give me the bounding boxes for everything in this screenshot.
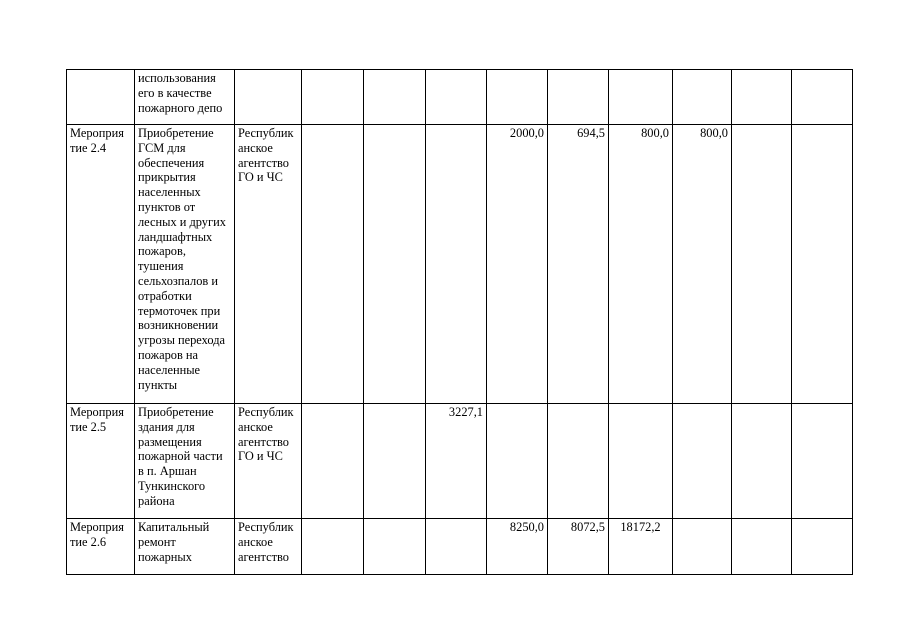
table-row xyxy=(67,519,853,575)
value-cell xyxy=(732,404,792,519)
table-row xyxy=(67,125,853,404)
value-cell xyxy=(732,125,792,404)
table-row xyxy=(67,404,853,519)
measure-cell: Мероприя тие 2.5 xyxy=(67,404,135,519)
value-cell xyxy=(609,70,673,125)
measure-cell xyxy=(67,70,135,125)
value-cell xyxy=(673,404,732,519)
value-cell xyxy=(732,519,792,575)
value-cell: 2000,0 xyxy=(487,125,548,404)
value-cell: 800,0 xyxy=(609,125,673,404)
description-cell: использования его в качестве пожарного депо xyxy=(135,70,235,125)
value-cell xyxy=(548,404,609,519)
value-cell xyxy=(302,519,364,575)
value-cell xyxy=(364,519,426,575)
value-cell: 18172,2 xyxy=(609,519,673,575)
executor-cell xyxy=(235,70,302,125)
measure-cell: Мероприя тие 2.4 xyxy=(67,125,135,404)
value-cell xyxy=(364,70,426,125)
value-cell xyxy=(732,70,792,125)
value-cell xyxy=(792,404,853,519)
executor-cell: Республик анское агентство ГО и ЧС xyxy=(235,404,302,519)
description-cell: Приобретение здания для размещения пожарной части в п. Аршан Тункинского района xyxy=(135,404,235,519)
value-cell xyxy=(792,125,853,404)
table-row xyxy=(67,70,853,125)
value-cell: 694,5 xyxy=(548,125,609,404)
value-cell xyxy=(426,125,487,404)
value-cell xyxy=(302,404,364,519)
value-cell xyxy=(487,70,548,125)
value-cell: 8250,0 xyxy=(487,519,548,575)
value-cell: 8072,5 xyxy=(548,519,609,575)
value-cell xyxy=(302,70,364,125)
executor-cell: Республик анское агентство xyxy=(235,519,302,575)
program-measures-table xyxy=(66,69,853,575)
description-cell: Приобретение ГСМ для обеспечения прикрытия населенных пунктов от лесных и других ландшафтных пожаров, тушения сельхозпалов и отработки термоточек при возникновении угрозы перехода пожаров на населенные пункты xyxy=(135,125,235,404)
value-cell xyxy=(426,519,487,575)
value-cell xyxy=(487,404,548,519)
value-cell xyxy=(302,125,364,404)
value-cell xyxy=(609,404,673,519)
value-cell xyxy=(673,519,732,575)
executor-cell: Республик анское агентство ГО и ЧС xyxy=(235,125,302,404)
value-cell xyxy=(792,70,853,125)
value-cell xyxy=(426,70,487,125)
value-cell xyxy=(548,70,609,125)
description-cell: Капитальный ремонт пожарных xyxy=(135,519,235,575)
value-cell xyxy=(364,404,426,519)
measure-cell: Мероприя тие 2.6 xyxy=(67,519,135,575)
value-cell: 800,0 xyxy=(673,125,732,404)
value-cell xyxy=(792,519,853,575)
value-cell: 3227,1 xyxy=(426,404,487,519)
value-cell xyxy=(673,70,732,125)
value-cell xyxy=(364,125,426,404)
